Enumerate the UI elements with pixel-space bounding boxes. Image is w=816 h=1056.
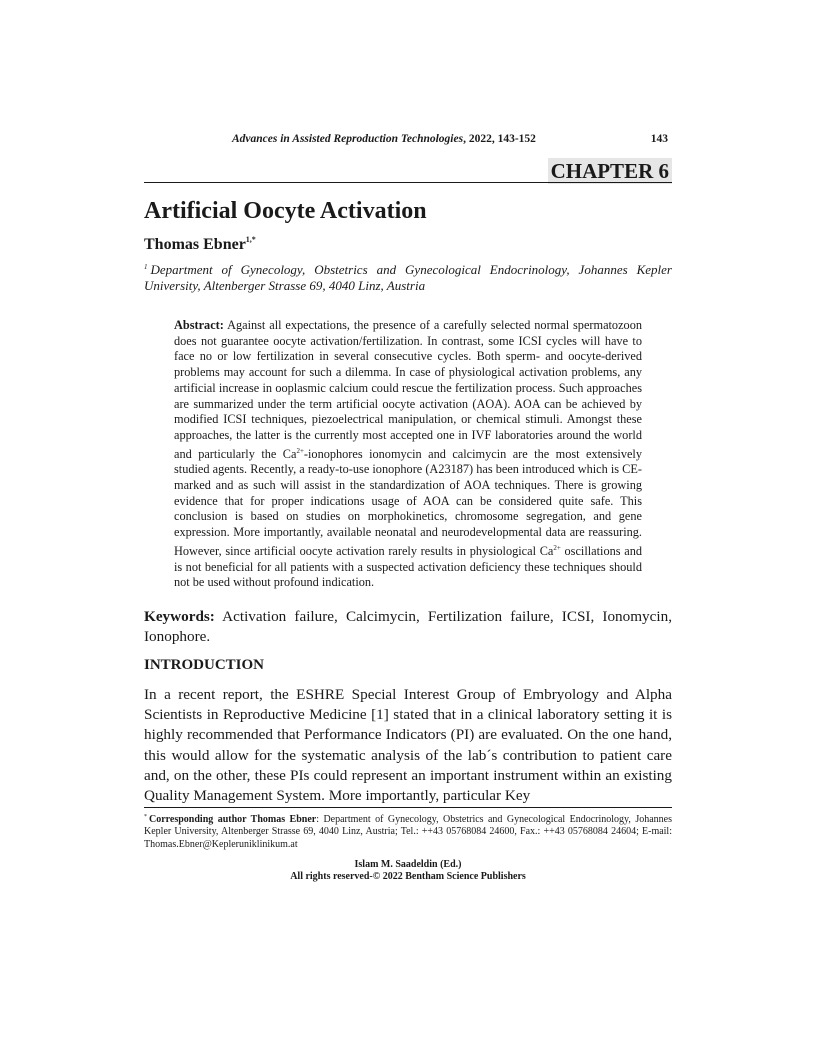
abstract-text-part2: -ionophores ionomycin and calcimycin are the most extensively studied agents. Recently, a ready-to-use ionophore (A23187) has been introduced which is CE-marked and as such will assist in the standardization of AOA techniques. There is growing evidence that for proper indications usage of AOA can be considered quite safe. This conclusion is based on studies on morphokinetics, chromosome segregation, and gene expression. More importantly, available neonatal and neurodevelopmental data are reassuring. However, since artificial oocyte activation rarely results in physiological Ca — [174, 446, 642, 558]
journal-citation — [232, 133, 536, 145]
footnote-label: Corresponding author Thomas Ebner — [149, 814, 317, 825]
abstract — [174, 318, 642, 591]
footnote-mark: * — [144, 814, 147, 820]
abstract-superscript-1: 2+ — [296, 446, 304, 455]
footnote — [144, 811, 672, 851]
keywords-label: Keywords: — [144, 608, 215, 625]
footnote-text: : Department of Gynecology, Obstetrics and Gynecological Endocrinology, Johannes Kepler University, Altenberger Strasse 69, 4040 Linz, Austria; Tel.: ++43 05768084 24600, Fax.: ++43 05768084 24604; E-mail: Thomas.Ebner@Kepleruniklinikum.at — [144, 814, 672, 850]
author-name: Thomas Ebner — [144, 236, 246, 253]
abstract-text-part1: Against all expectations, the presence of a carefully selected normal spermatozoon does not guarantee oocyte activation/fertilization. In contrast, some ICSI cycles will have to face no or low fertilization in several consecutive cycles. Both sperm- and oocyte-derived problems may account for such a dilemma. In case of physiological activation problems, any artificial increase in ooplasmic calcium could rescue the fertilization process. Such approaches are summarized under the term artificial oocyte activation (AOA). AOA can be achieved by modified ICSI techniques, piezoelectrical manipulation, or chemical stimuli. Amongst these approaches, the latter is the currently most accepted one in IVF laboratories around the world and particularly the Ca — [174, 318, 642, 461]
affiliation-text: Department of Gynecology, Obstetrics and Gynecological Endocrinology, Johannes Kepler University, Altenberger Strasse 69, 4040 Linz, Austria — [144, 262, 672, 293]
publisher-block — [144, 859, 672, 884]
keywords — [144, 607, 672, 647]
author-line — [144, 235, 256, 254]
running-head — [144, 133, 672, 149]
abstract-text-part3: oscillations and is not beneficial for all patients with a suspected activation deficiency these techniques should not be used without profound indication. — [174, 543, 642, 590]
journal-details: , 2022, 143-152 — [463, 133, 536, 145]
journal-name: Advances in Assisted Reproduction Technologies — [232, 133, 464, 145]
affiliation — [144, 259, 672, 294]
chapter-title: Artificial Oocyte Activation — [144, 198, 427, 224]
abstract-superscript-2: 2+ — [553, 543, 561, 552]
chapter-divider — [144, 182, 672, 183]
page-number: 143 — [650, 133, 668, 145]
rights-line: All rights reserved-© 2022 Bentham Science Publishers — [290, 871, 526, 883]
author-marks: 1,* — [245, 235, 256, 244]
editor-line: Islam M. Saadeldin (Ed.) — [354, 859, 462, 870]
keywords-text: Activation failure, Calcimycin, Fertilization failure, ICSI, Ionomycin, Ionophore. — [144, 608, 672, 645]
abstract-label: Abstract: — [174, 318, 224, 332]
footnote-divider — [144, 807, 672, 808]
affiliation-mark: 1 — [144, 263, 148, 271]
introduction-paragraph: In a recent report, the ESHRE Special Interest Group of Embryology and Alpha Scientists in Reproductive Medicine [1] stated that in a clinical laboratory setting it is highly recommended that Performance Indicators (PI) are evaluated. On the one hand, this would allow for the systematic analysis of the lab´s contribution to patient care and, on the other, these PIs could represent an important instrument within an existing Quality Management System. More importantly, particular Key — [144, 686, 672, 805]
introduction-heading: INTRODUCTION — [144, 657, 265, 673]
chapter-label: CHAPTER 6 — [548, 158, 672, 184]
